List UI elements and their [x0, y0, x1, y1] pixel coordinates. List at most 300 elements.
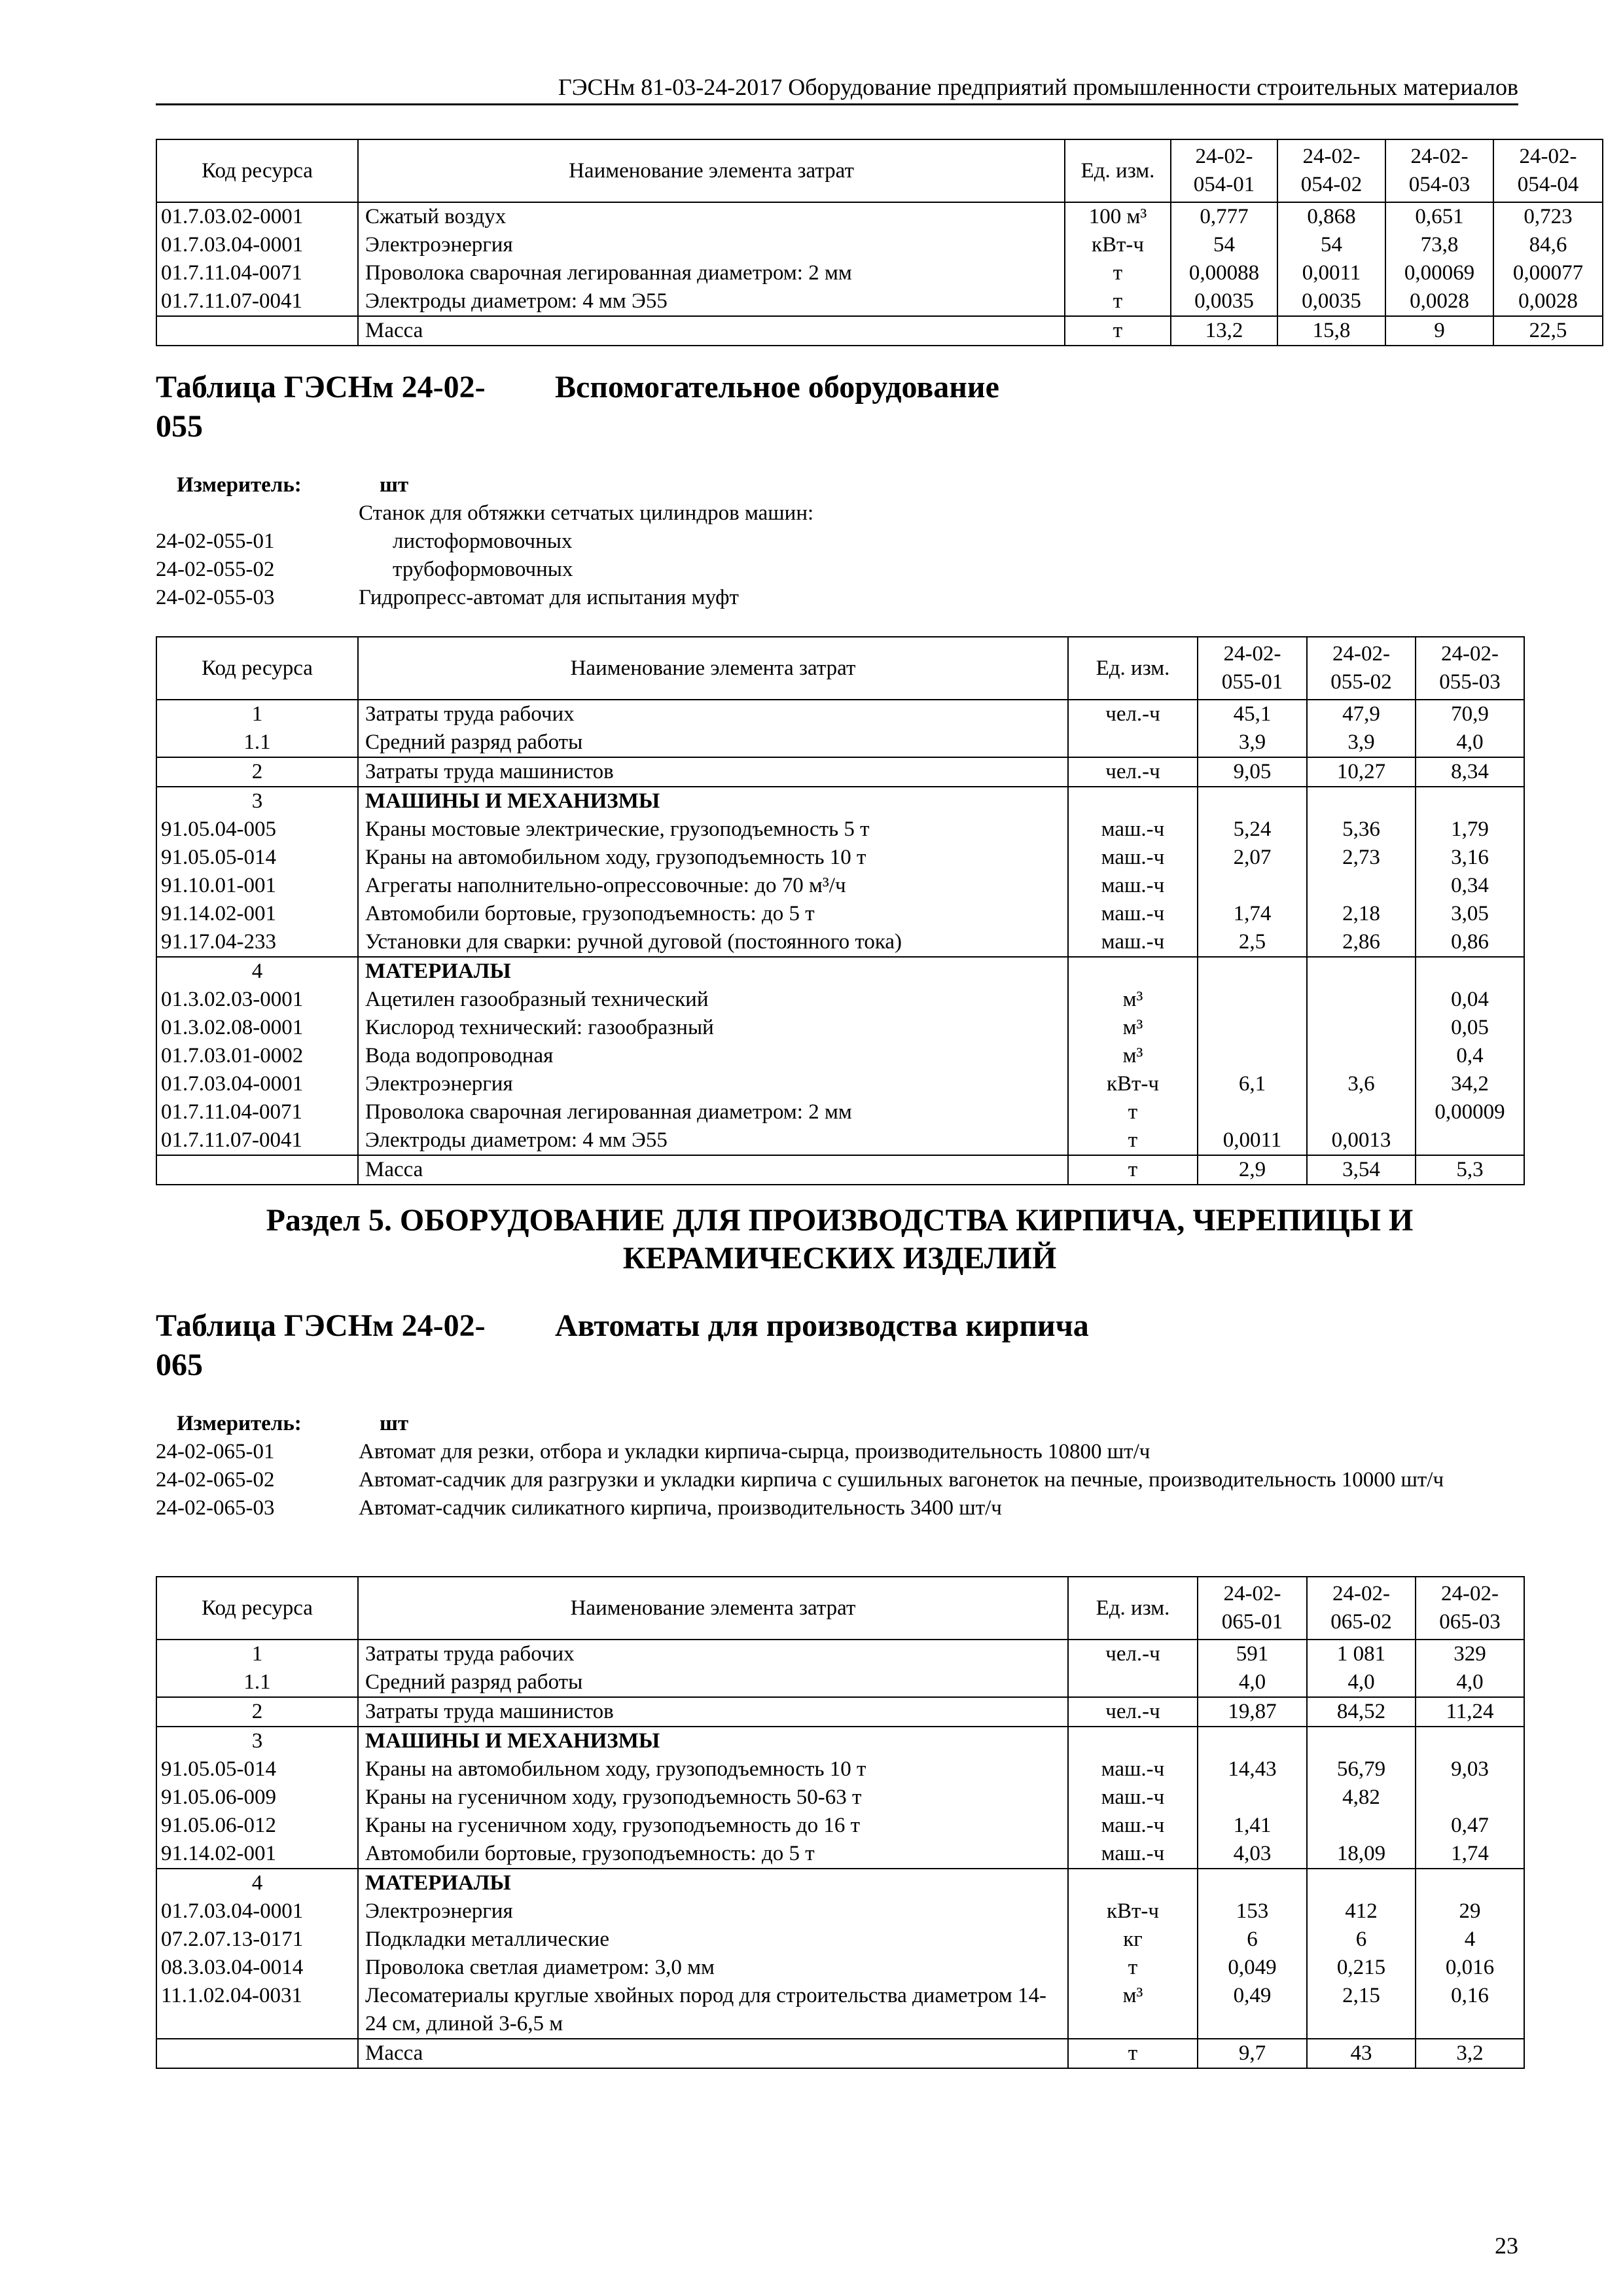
table-row [156, 986, 1524, 1014]
value-cell: 11,24 [1416, 1697, 1524, 1727]
resource-code: 1.1 [156, 1668, 358, 1697]
meter-intro: Станок для обтяжки сетчатых цилиндров машин: [359, 501, 814, 525]
running-header: ГЭСНм 81-03-24-2017 Оборудование предприятий промышленности строительных материалов [156, 73, 1518, 105]
table-row [156, 900, 1524, 928]
table-065 [156, 1576, 1525, 2069]
value-cell [1416, 1126, 1524, 1155]
resource-code [156, 316, 358, 346]
value-cell: 8,34 [1416, 757, 1524, 787]
column-header: 24-02- 055-03 [1416, 637, 1524, 700]
table-row [156, 844, 1524, 872]
value-cell: 2,73 [1307, 844, 1416, 872]
unit: маш.-ч [1068, 1812, 1198, 1840]
value-cell: 2,07 [1198, 844, 1307, 872]
value-cell [1198, 1042, 1307, 1070]
resource-code: 01.7.11.07-0041 [156, 1126, 358, 1155]
unit: 100 м³ [1065, 202, 1171, 231]
column-header: 24-02- 065-02 [1307, 1577, 1416, 1640]
value-cell: 9,7 [1198, 2039, 1307, 2068]
resource-code: 11.1.02.04-0031 [156, 1982, 358, 2039]
resource-code: 91.17.04-233 [156, 928, 358, 957]
resource-code: 2 [156, 757, 358, 787]
table-054-container [156, 139, 1584, 346]
resource-code: 91.14.02-001 [156, 1840, 358, 1869]
cost-element-name: Установки для сварки: ручной дуговой (постоянного тока) [358, 928, 1068, 957]
value-cell [1416, 787, 1524, 816]
cost-element-name: Затраты труда машинистов [358, 757, 1068, 787]
value-cell: 0,0028 [1493, 287, 1603, 316]
table-065-number: Таблица ГЭСНм 24-02- [156, 1308, 486, 1343]
cost-element-name: Краны на автомобильном ходу, грузоподъемность 10 т [358, 844, 1068, 872]
table-row [156, 231, 1603, 259]
table-055-number: Таблица ГЭСНм 24-02- [156, 370, 486, 404]
table-row [156, 287, 1603, 316]
value-cell: 70,9 [1416, 700, 1524, 728]
cost-element-name: Кислород технический: газообразный [358, 1014, 1068, 1042]
meter-label: Измеритель: [177, 473, 302, 497]
value-cell [1416, 1727, 1524, 1755]
resource-code: 01.7.03.01-0002 [156, 1042, 358, 1070]
unit: т [1065, 259, 1171, 287]
value-cell: 0,34 [1416, 872, 1524, 900]
unit: т [1068, 1126, 1198, 1155]
value-cell: 22,5 [1493, 316, 1603, 346]
value-cell: 84,52 [1307, 1697, 1416, 1727]
value-cell: 5,36 [1307, 816, 1416, 844]
meter-value: шт [380, 473, 409, 497]
column-header: Код ресурса [156, 1577, 358, 1640]
table-row [156, 728, 1524, 757]
table-055-container [156, 636, 1524, 1185]
column-header: Ед. изм. [1068, 637, 1198, 700]
unit: т [1065, 316, 1171, 346]
cost-element-name: Электроэнергия [358, 1070, 1068, 1098]
value-cell: 0,0011 [1277, 259, 1385, 287]
unit [1068, 728, 1198, 757]
resource-code: 01.7.03.04-0001 [156, 1070, 358, 1098]
cost-element-name: Краны на гусеничном ходу, грузоподъемность 50-63 т [358, 1784, 1068, 1812]
meter-item [156, 1494, 1518, 1522]
value-cell: 3,6 [1307, 1070, 1416, 1098]
value-cell: 2,9 [1198, 1155, 1307, 1185]
resource-code: 91.14.02-001 [156, 900, 358, 928]
value-cell: 84,6 [1493, 231, 1603, 259]
value-cell: 0,016 [1416, 1954, 1524, 1982]
resource-code: 1.1 [156, 728, 358, 757]
value-cell: 4,0 [1198, 1668, 1307, 1697]
value-cell [1307, 1727, 1416, 1755]
meter-item [156, 584, 1518, 612]
resource-code: 01.7.03.04-0001 [156, 231, 358, 259]
table-row [156, 316, 1603, 346]
column-header: Ед. изм. [1068, 1577, 1198, 1640]
value-cell [1307, 1869, 1416, 1897]
meter-item-code: 24-02-055-02 [156, 558, 275, 581]
resource-code: 01.3.02.03-0001 [156, 986, 358, 1014]
unit: чел.-ч [1068, 1640, 1198, 1668]
unit: т [1068, 2039, 1198, 2068]
column-header: Наименование элемента затрат [358, 1577, 1068, 1640]
resource-code: 01.7.11.04-0071 [156, 259, 358, 287]
column-header: 24-02- 055-01 [1198, 637, 1307, 700]
value-cell: 0,0028 [1385, 287, 1493, 316]
cost-element-name: МАШИНЫ И МЕХАНИЗМЫ [358, 1727, 1068, 1755]
value-cell: 2,86 [1307, 928, 1416, 957]
value-cell [1198, 986, 1307, 1014]
table-065-number-cont: 065 [156, 1348, 203, 1382]
value-cell [1307, 986, 1416, 1014]
value-cell [1198, 957, 1307, 986]
table-055-meter [156, 471, 1518, 612]
cost-element-name: Электроэнергия [358, 1897, 1068, 1926]
column-header: 24-02- 054-04 [1493, 139, 1603, 202]
table-row [156, 1155, 1524, 1185]
meter-item-text: Гидропресс-автомат для испытания муфт [359, 586, 739, 609]
table-row [156, 700, 1524, 728]
cost-element-name: Масса [358, 1155, 1068, 1185]
column-header: 24-02- 065-03 [1416, 1577, 1524, 1640]
value-cell: 14,43 [1198, 1755, 1307, 1784]
value-cell: 0,0011 [1198, 1126, 1307, 1155]
value-cell: 13,2 [1171, 316, 1277, 346]
value-cell: 0,47 [1416, 1812, 1524, 1840]
resource-code: 4 [156, 957, 358, 986]
value-cell: 9,05 [1198, 757, 1307, 787]
value-cell [1416, 957, 1524, 986]
value-cell: 56,79 [1307, 1755, 1416, 1784]
value-cell: 73,8 [1385, 231, 1493, 259]
value-cell: 19,87 [1198, 1697, 1307, 1727]
cost-element-name: Подкладки металлические [358, 1926, 1068, 1954]
value-cell: 0,868 [1277, 202, 1385, 231]
unit [1068, 1668, 1198, 1697]
table-row [156, 957, 1524, 986]
resource-code: 91.05.06-009 [156, 1784, 358, 1812]
value-cell: 0,00088 [1171, 259, 1277, 287]
value-cell [1307, 1042, 1416, 1070]
table-row [156, 1640, 1524, 1668]
cost-element-name: Средний разряд работы [358, 728, 1068, 757]
value-cell: 1,41 [1198, 1812, 1307, 1840]
value-cell: 0,04 [1416, 986, 1524, 1014]
value-cell: 15,8 [1277, 316, 1385, 346]
resource-code [156, 2039, 358, 2068]
cost-element-name: Масса [358, 316, 1065, 346]
value-cell [1198, 1727, 1307, 1755]
cost-element-name: Электроды диаметром: 4 мм Э55 [358, 1126, 1068, 1155]
unit: чел.-ч [1068, 700, 1198, 728]
table-055-title [156, 368, 999, 446]
table-row [156, 202, 1603, 231]
resource-code: 01.7.03.02-0001 [156, 202, 358, 231]
column-header: Код ресурса [156, 637, 358, 700]
meter-item-code: 24-02-065-01 [156, 1440, 275, 1463]
value-cell: 4,82 [1307, 1784, 1416, 1812]
column-header: Наименование элемента затрат [358, 637, 1068, 700]
resource-code: 07.2.07.13-0171 [156, 1926, 358, 1954]
unit: т [1068, 1954, 1198, 1982]
value-cell: 0,05 [1416, 1014, 1524, 1042]
table-row [156, 1812, 1524, 1840]
column-header: Наименование элемента затрат [358, 139, 1065, 202]
value-cell: 0,86 [1416, 928, 1524, 957]
cost-element-name: Ацетилен газообразный технический [358, 986, 1068, 1014]
resource-code: 91.05.05-014 [156, 1755, 358, 1784]
unit: кВт-ч [1068, 1897, 1198, 1926]
value-cell: 3,2 [1416, 2039, 1524, 2068]
table-row [156, 1727, 1524, 1755]
unit: м³ [1068, 1982, 1198, 2039]
unit: чел.-ч [1068, 1697, 1198, 1727]
table-row [156, 928, 1524, 957]
value-cell: 0,651 [1385, 202, 1493, 231]
value-cell: 45,1 [1198, 700, 1307, 728]
column-header: 24-02- 055-02 [1307, 637, 1416, 700]
value-cell: 34,2 [1416, 1070, 1524, 1098]
cost-element-name: МАТЕРИАЛЫ [358, 1869, 1068, 1897]
value-cell: 153 [1198, 1897, 1307, 1926]
cost-element-name: Затраты труда рабочих [358, 1640, 1068, 1668]
value-cell: 2,18 [1307, 900, 1416, 928]
value-cell: 3,9 [1198, 728, 1307, 757]
value-cell: 6 [1307, 1926, 1416, 1954]
resource-code: 1 [156, 1640, 358, 1668]
table-054 [156, 139, 1603, 346]
value-cell [1198, 1098, 1307, 1126]
value-cell: 3,9 [1307, 728, 1416, 757]
value-cell: 0,049 [1198, 1954, 1307, 1982]
resource-code: 2 [156, 1697, 358, 1727]
unit: чел.-ч [1068, 757, 1198, 787]
unit: маш.-ч [1068, 1840, 1198, 1869]
meter-item [156, 528, 1518, 556]
value-cell [1198, 1869, 1307, 1897]
meter-label: Измеритель: [177, 1412, 302, 1435]
value-cell: 0,00077 [1493, 259, 1603, 287]
resource-code: 4 [156, 1869, 358, 1897]
table-row [156, 1755, 1524, 1784]
meter-item-text: трубоформовочных [393, 558, 573, 581]
value-cell: 412 [1307, 1897, 1416, 1926]
value-cell [1198, 872, 1307, 900]
value-cell: 1 081 [1307, 1640, 1416, 1668]
cost-element-name: Электроэнергия [358, 231, 1065, 259]
unit [1068, 957, 1198, 986]
value-cell: 9,03 [1416, 1755, 1524, 1784]
column-header: 24-02- 054-03 [1385, 139, 1493, 202]
resource-code: 3 [156, 787, 358, 816]
value-cell [1416, 1784, 1524, 1812]
cost-element-name: МАШИНЫ И МЕХАНИЗМЫ [358, 787, 1068, 816]
value-cell [1307, 957, 1416, 986]
value-cell [1307, 1098, 1416, 1126]
value-cell: 29 [1416, 1897, 1524, 1926]
unit: т [1065, 287, 1171, 316]
cost-element-name: Средний разряд работы [358, 1668, 1068, 1697]
table-row [156, 872, 1524, 900]
value-cell: 0,00009 [1416, 1098, 1524, 1126]
resource-code: 08.3.03.04-0014 [156, 1954, 358, 1982]
table-row [156, 1697, 1524, 1727]
table-row [156, 1098, 1524, 1126]
value-cell: 10,27 [1307, 757, 1416, 787]
meter-item-code: 24-02-065-02 [156, 1468, 275, 1492]
value-cell [1307, 1812, 1416, 1840]
value-cell: 9 [1385, 316, 1493, 346]
table-row [156, 2039, 1524, 2068]
value-cell: 0,777 [1171, 202, 1277, 231]
unit: маш.-ч [1068, 1755, 1198, 1784]
table-row [156, 259, 1603, 287]
table-row [156, 816, 1524, 844]
table-row [156, 1042, 1524, 1070]
table-row [156, 1126, 1524, 1155]
value-cell: 0,0035 [1171, 287, 1277, 316]
resource-code: 91.05.06-012 [156, 1812, 358, 1840]
meter-item-code: 24-02-055-03 [156, 586, 275, 609]
cost-element-name: Агрегаты наполнительно-опрессовочные: до 70 м³/ч [358, 872, 1068, 900]
value-cell [1416, 1869, 1524, 1897]
table-row [156, 1954, 1524, 1982]
unit: кВт-ч [1068, 1070, 1198, 1098]
table-065-heading: Автоматы для производства кирпича [555, 1308, 1089, 1343]
section-5-heading [156, 1202, 1524, 1278]
unit: маш.-ч [1068, 900, 1198, 928]
unit: кВт-ч [1065, 231, 1171, 259]
value-cell [1307, 872, 1416, 900]
table-055-heading: Вспомогательное оборудование [555, 370, 999, 404]
value-cell: 0,49 [1198, 1982, 1307, 2039]
value-cell: 2,5 [1198, 928, 1307, 957]
table-row [156, 1014, 1524, 1042]
unit: маш.-ч [1068, 844, 1198, 872]
cost-element-name: Краны на автомобильном ходу, грузоподъемность 10 т [358, 1755, 1068, 1784]
table-065-title [156, 1306, 1089, 1385]
value-cell: 4,0 [1416, 1668, 1524, 1697]
value-cell: 54 [1277, 231, 1385, 259]
cost-element-name: Лесоматериалы круглые хвойных пород для строительства диаметром 14-24 см, длиной 3-6,5 м [358, 1982, 1068, 2039]
cost-element-name: Проволока светлая диаметром: 3,0 мм [358, 1954, 1068, 1982]
meter-item-code: 24-02-065-03 [156, 1496, 275, 1520]
value-cell: 4,0 [1307, 1668, 1416, 1697]
value-cell: 18,09 [1307, 1840, 1416, 1869]
meter-item [156, 556, 1518, 584]
meter-item-code: 24-02-055-01 [156, 529, 275, 553]
table-row [156, 1840, 1524, 1869]
unit: маш.-ч [1068, 1784, 1198, 1812]
value-cell: 3,54 [1307, 1155, 1416, 1185]
table-055-number-cont: 055 [156, 409, 203, 444]
value-cell: 0,0035 [1277, 287, 1385, 316]
value-cell: 47,9 [1307, 700, 1416, 728]
value-cell [1307, 1014, 1416, 1042]
column-header: Код ресурса [156, 139, 358, 202]
value-cell: 329 [1416, 1640, 1524, 1668]
resource-code: 1 [156, 700, 358, 728]
resource-code: 01.3.02.08-0001 [156, 1014, 358, 1042]
value-cell: 4,0 [1416, 728, 1524, 757]
cost-element-name: Автомобили бортовые, грузоподъемность: до 5 т [358, 1840, 1068, 1869]
cost-element-name: Краны на гусеничном ходу, грузоподъемность до 16 т [358, 1812, 1068, 1840]
resource-code: 01.7.03.04-0001 [156, 1897, 358, 1926]
meter-item [156, 1438, 1518, 1466]
unit [1068, 1727, 1198, 1755]
cost-element-name: Краны мостовые электрические, грузоподъемность 5 т [358, 816, 1068, 844]
value-cell [1198, 787, 1307, 816]
table-row [156, 1784, 1524, 1812]
value-cell: 6,1 [1198, 1070, 1307, 1098]
value-cell: 2,15 [1307, 1982, 1416, 2039]
resource-code [156, 1155, 358, 1185]
unit: кг [1068, 1926, 1198, 1954]
unit: маш.-ч [1068, 872, 1198, 900]
unit: т [1068, 1155, 1198, 1185]
table-row [156, 1668, 1524, 1697]
value-cell: 6 [1198, 1926, 1307, 1954]
value-cell: 0,4 [1416, 1042, 1524, 1070]
table-row [156, 757, 1524, 787]
cost-element-name: Вода водопроводная [358, 1042, 1068, 1070]
unit: м³ [1068, 1014, 1198, 1042]
value-cell: 5,24 [1198, 816, 1307, 844]
resource-code: 01.7.11.04-0071 [156, 1098, 358, 1126]
unit [1068, 1869, 1198, 1897]
value-cell: 54 [1171, 231, 1277, 259]
section-5-line2: КЕРАМИЧЕСКИХ ИЗДЕЛИЙ [622, 1241, 1057, 1276]
cost-element-name: МАТЕРИАЛЫ [358, 957, 1068, 986]
table-row [156, 1897, 1524, 1926]
cost-element-name: Затраты труда машинистов [358, 1697, 1068, 1727]
column-header: 24-02- 054-01 [1171, 139, 1277, 202]
value-cell: 1,74 [1198, 900, 1307, 928]
meter-item [156, 1466, 1518, 1494]
meter-item-text: Автомат для резки, отбора и укладки кирпича-сырца, производительность 10800 шт/ч [359, 1440, 1150, 1463]
cost-element-name: Масса [358, 2039, 1068, 2068]
value-cell: 43 [1307, 2039, 1416, 2068]
value-cell: 0,00069 [1385, 259, 1493, 287]
table-055 [156, 636, 1525, 1185]
cost-element-name: Электроды диаметром: 4 мм Э55 [358, 287, 1065, 316]
value-cell [1307, 787, 1416, 816]
value-cell: 1,79 [1416, 816, 1524, 844]
cost-element-name: Затраты труда рабочих [358, 700, 1068, 728]
value-cell [1198, 1784, 1307, 1812]
value-cell: 591 [1198, 1640, 1307, 1668]
table-row [156, 1982, 1524, 2039]
page-number: 23 [1495, 2233, 1518, 2259]
unit: т [1068, 1098, 1198, 1126]
column-header: 24-02- 065-01 [1198, 1577, 1307, 1640]
section-5-line1: Раздел 5. ОБОРУДОВАНИЕ ДЛЯ ПРОИЗВОДСТВА КИРПИЧА, ЧЕРЕПИЦЫ И [266, 1203, 1414, 1238]
value-cell: 0,0013 [1307, 1126, 1416, 1155]
meter-item-text: листоформовочных [393, 529, 573, 553]
value-cell: 3,05 [1416, 900, 1524, 928]
value-cell: 3,16 [1416, 844, 1524, 872]
unit [1068, 787, 1198, 816]
table-row [156, 1070, 1524, 1098]
cost-element-name: Автомобили бортовые, грузоподъемность: до 5 т [358, 900, 1068, 928]
value-cell: 0,723 [1493, 202, 1603, 231]
column-header: 24-02- 054-02 [1277, 139, 1385, 202]
table-row [156, 1869, 1524, 1897]
unit: маш.-ч [1068, 928, 1198, 957]
cost-element-name: Сжатый воздух [358, 202, 1065, 231]
resource-code: 91.05.05-014 [156, 844, 358, 872]
resource-code: 91.10.01-001 [156, 872, 358, 900]
table-065-meter [156, 1410, 1518, 1522]
meter-item-text: Автомат-садчик для разгрузки и укладки кирпича с сушильных вагонеток на печные, производительность 10000 шт/ч [359, 1468, 1444, 1492]
value-cell: 4,03 [1198, 1840, 1307, 1869]
